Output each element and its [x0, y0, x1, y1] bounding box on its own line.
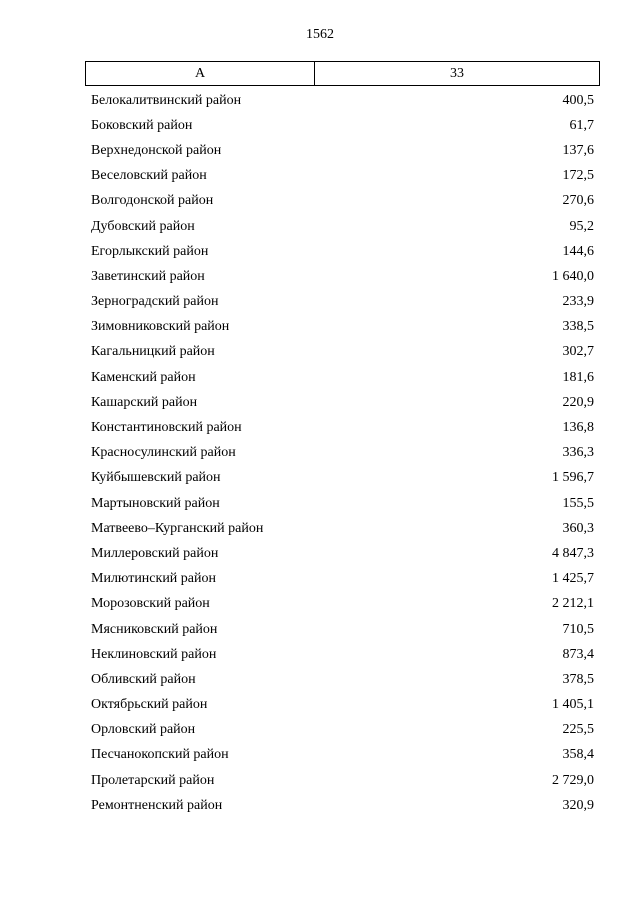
table-row [85, 441, 600, 466]
district-value: 873,4 [562, 646, 594, 662]
district-name: Мартыновский район [91, 495, 220, 511]
district-name: Матвеево–Курганский район [91, 520, 264, 536]
district-name: Обливский район [91, 671, 196, 687]
table-row [85, 390, 600, 415]
table-row [85, 340, 600, 365]
table-row [85, 567, 600, 592]
district-value: 2 729,0 [552, 772, 594, 788]
district-name: Орловский район [91, 722, 196, 738]
table-row [85, 768, 600, 793]
table-row [85, 214, 600, 239]
table-row [85, 164, 600, 189]
district-value: 378,5 [562, 671, 594, 687]
district-value: 137,6 [562, 142, 594, 158]
district-value: 358,4 [562, 747, 594, 763]
table-row [85, 718, 600, 743]
district-value: 302,7 [562, 344, 594, 360]
district-name: Зимовниковский район [91, 319, 230, 335]
district-value: 336,3 [562, 445, 594, 461]
district-value: 61,7 [569, 117, 594, 133]
table-body [85, 88, 600, 818]
table-row [85, 592, 600, 617]
table-row [85, 138, 600, 163]
district-name: Егорлыкский район [91, 243, 209, 259]
district-name: Веселовский район [91, 168, 207, 184]
district-name: Морозовский район [91, 596, 210, 612]
district-value: 1 425,7 [552, 571, 594, 587]
district-name: Миллеровский район [91, 545, 219, 561]
district-value: 1 596,7 [552, 470, 594, 486]
table-row [85, 290, 600, 315]
table-row [85, 264, 600, 289]
district-name: Волгодонской район [91, 193, 214, 209]
district-value: 338,5 [562, 319, 594, 335]
table-row [85, 693, 600, 718]
district-name: Белокалитвинский район [91, 92, 242, 108]
district-name: Дубовский район [91, 218, 195, 234]
district-value: 144,6 [562, 243, 594, 259]
table-header [85, 61, 600, 86]
page-number: 1562 [306, 27, 334, 42]
district-value: 233,9 [562, 294, 594, 310]
table-row [85, 667, 600, 692]
table-row [85, 516, 600, 541]
district-value: 400,5 [562, 92, 594, 108]
district-name: Пролетарский район [91, 772, 215, 788]
table-row [85, 239, 600, 264]
district-name: Красносулинский район [91, 445, 236, 461]
district-name: Милютинский район [91, 571, 217, 587]
district-value: 172,5 [562, 168, 594, 184]
district-name: Каменский район [91, 369, 196, 385]
district-name: Константиновский район [91, 420, 242, 436]
district-name: Куйбышевский район [91, 470, 221, 486]
table-row [85, 491, 600, 516]
district-name: Мясниковский район [91, 621, 218, 637]
district-name: Зерноградский район [91, 294, 219, 310]
district-value: 2 212,1 [552, 596, 594, 612]
district-value: 270,6 [562, 193, 594, 209]
table-row [85, 617, 600, 642]
table-row [85, 415, 600, 440]
district-value: 181,6 [562, 369, 594, 385]
district-value: 225,5 [562, 722, 594, 738]
district-value: 155,5 [562, 495, 594, 511]
district-name: Кашарский район [91, 394, 198, 410]
district-value: 220,9 [562, 394, 594, 410]
district-value: 1 640,0 [552, 268, 594, 284]
district-name: Октябрьский район [91, 697, 208, 713]
table-row [85, 113, 600, 138]
district-name: Боковский район [91, 117, 193, 133]
district-name: Верхнедонской район [91, 142, 222, 158]
district-value: 4 847,3 [552, 545, 594, 561]
table-row [85, 466, 600, 491]
district-name: Кагальницкий район [91, 344, 215, 360]
district-name: Ремонтненский район [91, 797, 223, 813]
district-name: Песчанокопский район [91, 747, 229, 763]
district-value: 95,2 [569, 218, 594, 234]
table-row [85, 642, 600, 667]
district-value: 320,9 [562, 797, 594, 813]
table-row [85, 743, 600, 768]
district-value: 1 405,1 [552, 697, 594, 713]
district-name: Заветинский район [91, 268, 205, 284]
table-row [85, 365, 600, 390]
district-value: 360,3 [562, 520, 594, 536]
district-name: Неклиновский район [91, 646, 217, 662]
district-value: 710,5 [562, 621, 594, 637]
table-row [85, 315, 600, 340]
table-row [85, 189, 600, 214]
table-row [85, 88, 600, 113]
column-header-b: 33 [450, 65, 464, 81]
table-row [85, 793, 600, 818]
table-row [85, 541, 600, 566]
column-header-a: А [86, 62, 315, 85]
district-value: 136,8 [562, 420, 594, 436]
